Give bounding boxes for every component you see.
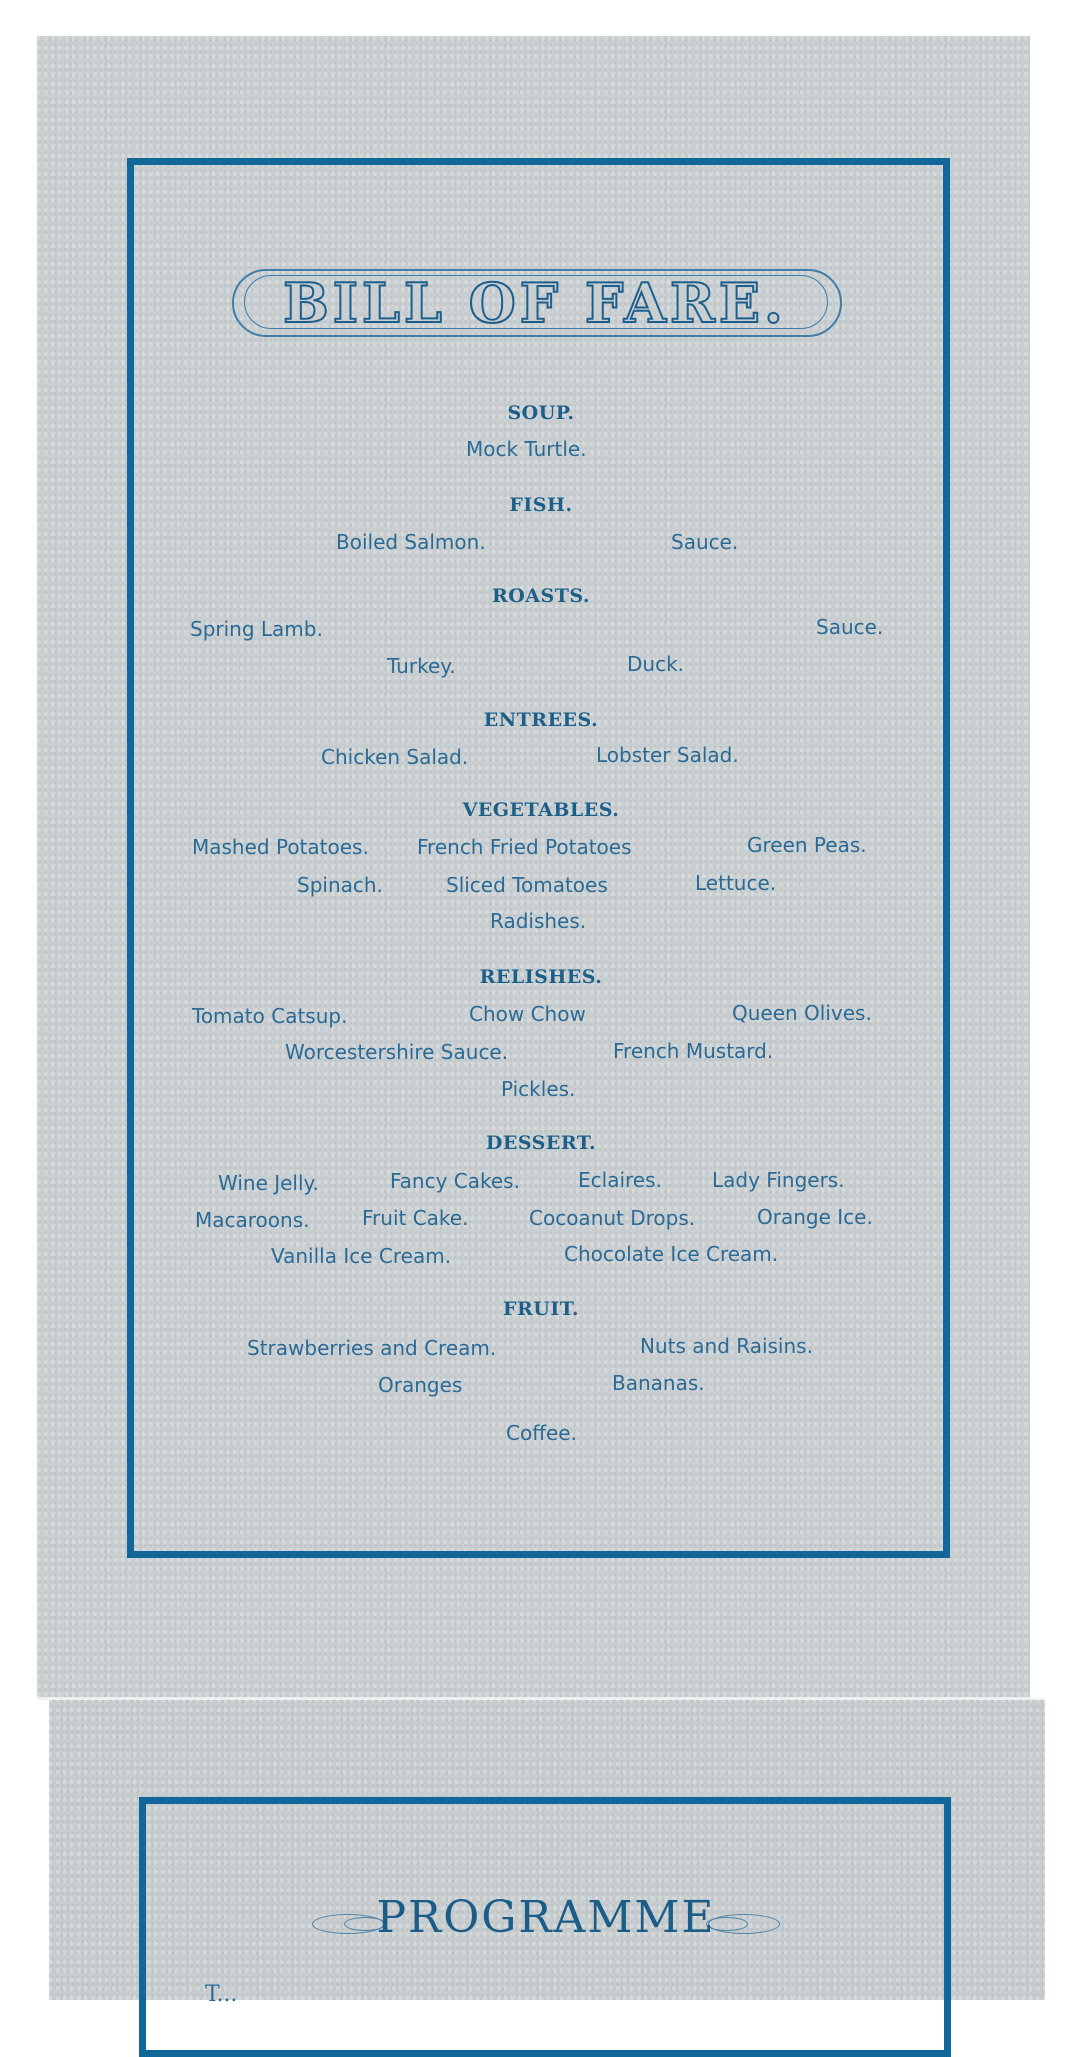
menu-item: Sliced Tomatoes: [446, 873, 608, 897]
menu-item: Lettuce.: [695, 871, 777, 895]
menu-item: Spring Lamb.: [190, 617, 323, 641]
menu-closing-item: Coffee.: [506, 1421, 577, 1445]
menu-item: Mock Turtle.: [466, 437, 587, 461]
heading-fish: FISH.: [509, 494, 573, 516]
menu-item: Duck.: [627, 652, 685, 676]
menu-item: Wine Jelly.: [218, 1171, 319, 1195]
programme-first-line: T...: [205, 1982, 238, 2007]
menu-item: Queen Olives.: [732, 1001, 872, 1025]
menu-item: Chicken Salad.: [321, 745, 469, 769]
menu-item: Oranges: [378, 1373, 463, 1397]
menu-item: French Fried Potatoes: [417, 835, 632, 859]
heading-vegetables: VEGETABLES.: [462, 799, 620, 821]
menu-item: Sauce.: [816, 615, 884, 639]
menu-item: Green Peas.: [747, 833, 867, 857]
fold-line: [37, 1697, 1045, 1700]
menu-item: Mashed Potatoes.: [192, 835, 369, 859]
menu-item: Chocolate Ice Cream.: [564, 1242, 779, 1266]
menu-item: Boiled Salmon.: [336, 530, 486, 554]
menu-item: Fruit Cake.: [362, 1206, 469, 1230]
menu-item: Tomato Catsup.: [192, 1004, 348, 1028]
menu-title: BILL OF FARE.: [283, 271, 787, 335]
menu-item: Chow Chow: [469, 1002, 586, 1026]
heading-entrees: ENTREES.: [483, 709, 599, 731]
menu-item: Spinach.: [297, 873, 383, 897]
menu-item: Lady Fingers.: [712, 1168, 845, 1192]
heading-relishes: RELISHES.: [479, 966, 603, 988]
menu-item: Nuts and Raisins.: [640, 1334, 813, 1358]
menu-item: French Mustard.: [613, 1039, 774, 1063]
menu-item: Sauce.: [671, 530, 739, 554]
heading-soup: SOUP.: [507, 402, 575, 424]
menu-item: Cocoanut Drops.: [529, 1206, 696, 1230]
heading-roasts: ROASTS.: [491, 585, 591, 607]
title-cartouche: [220, 263, 850, 343]
menu-item: Orange Ice.: [757, 1205, 873, 1229]
menu-item: Fancy Cakes.: [390, 1169, 520, 1193]
menu-item: Eclaires.: [578, 1168, 662, 1192]
menu-item: Pickles.: [501, 1077, 576, 1101]
menu-item: Lobster Salad.: [596, 743, 739, 767]
programme-title-block: [306, 1892, 786, 1952]
menu-item: Vanilla Ice Cream.: [271, 1244, 452, 1268]
menu-item: Turkey.: [387, 654, 456, 678]
programme-title: PROGRAMME: [376, 1892, 716, 1943]
menu-item: Macaroons.: [195, 1208, 310, 1232]
menu-item: Worcestershire Sauce.: [285, 1040, 509, 1064]
menu-item: Strawberries and Cream.: [247, 1336, 497, 1360]
menu-item: Radishes.: [490, 909, 587, 933]
heading-dessert: DESSERT.: [485, 1132, 597, 1154]
menu-item: Bananas.: [612, 1371, 705, 1395]
heading-fruit: FRUIT.: [502, 1298, 580, 1320]
